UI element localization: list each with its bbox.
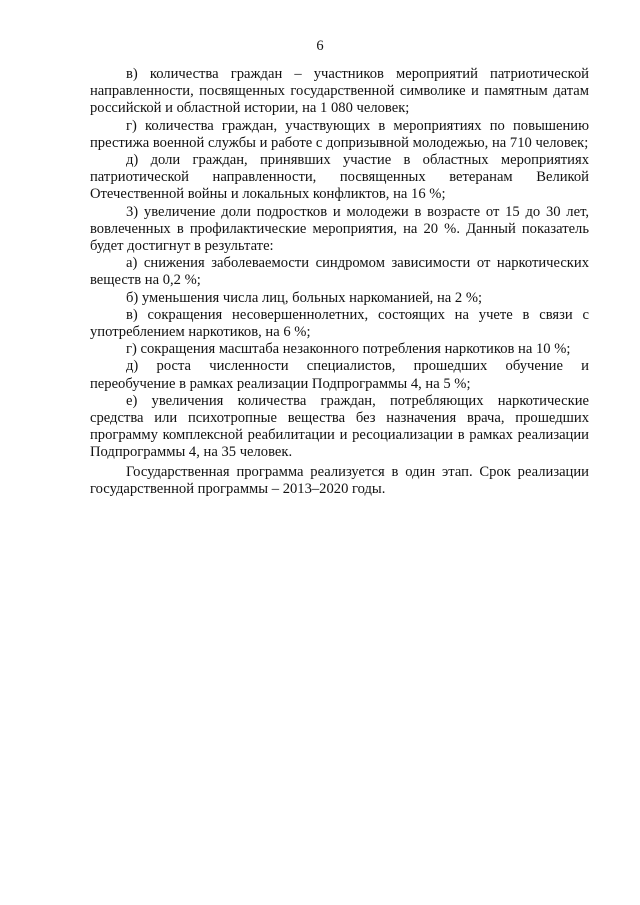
paragraph-e-rehabilitation: е) увеличения количества граждан, потребляющих наркотические средства или психотропные вещества без назначения врача, прошедших программу комплексной реабилитации и ресоциализации в рамках реализации Подпрограммы 4, на 35 человек. — [90, 392, 589, 461]
paragraph-a-morbidity: а) снижения заболеваемости синдромом зависимости от наркотических веществ на 0,2 %; — [90, 255, 589, 289]
paragraph-b-drug-addicts: б) уменьшения числа лиц, больных наркоманией, на 2 %; — [126, 289, 483, 306]
paragraph-g-military-service: г) количества граждан, участвующих в мероприятиях по повышению престижа военной службы и работе с допризывной молодежью, на 710 человек; — [90, 117, 589, 151]
document-body — [90, 66, 589, 498]
paragraph-g-illegal-use: г) сокращения масштаба незаконного потребления наркотиков на 10 %; — [126, 341, 571, 358]
paragraph-d-specialists: д) роста численности специалистов, прошедших обучение и переобучение в рамках реализации Подпрограммы 4, на 5 %; — [90, 358, 589, 392]
paragraph-3-prevention-share: 3) увеличение доли подростков и молодежи в возрасте от 15 до 30 лет, вовлеченных в профилактические мероприятия, на 20 %. Данный показатель будет достигнут в результате: — [90, 203, 589, 255]
paragraph-v-minors: в) сокращения несовершеннолетних, состоящих на учете в связи с употреблением наркотиков, на 6 %; — [90, 306, 589, 341]
paragraph-program-term: Государственная программа реализуется в один этап. Срок реализации государственной программы – 2013–2020 годы. — [90, 463, 589, 497]
paragraph-v-patriotic-events: в) количества граждан – участников мероприятий патриотической направленности, посвященных государственной символике и памятным датам российской и областной истории, на 1 080 человек; — [90, 66, 589, 117]
page-number: 6 — [316, 38, 324, 54]
paragraph-d-regional-events: д) доли граждан, принявших участие в областных мероприятиях патриотической направленности, посвященных ветеранам Великой Отечественной войны и локальных конфликтов, на 16 %; — [90, 152, 589, 203]
